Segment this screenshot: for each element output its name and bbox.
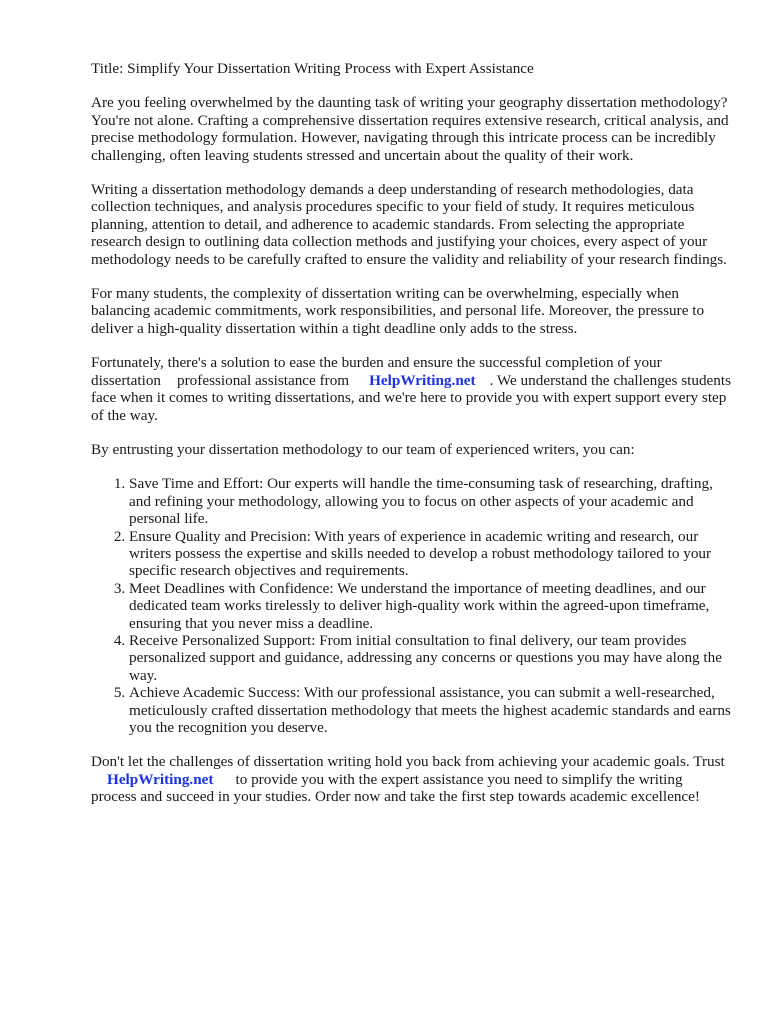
solution-text-end: . We understand the challenges students face when it comes to writing dissertations, and we're here to provide you with expert support every step of the way.: [91, 371, 732, 424]
solution-text-middle: professional assistance from: [177, 371, 350, 389]
list-item: 3. Meet Deadlines with Confidence: We understand the importance of meeting deadlines, and our dedicated team works tirelessly to deliver high-quality work within the agreed-upon timeframe, ensuring that you never miss a deadline.: [129, 580, 731, 632]
closing-text-start: Don't let the challenges of dissertation writing hold you back from achieving your academic goals. Trust: [91, 753, 725, 771]
document-body: [91, 60, 731, 823]
paragraph-closing: [91, 753, 731, 805]
paragraph-intro: Are you feeling overwhelmed by the daunting task of writing your geography dissertation methodology? You're not alone. Crafting a comprehensive dissertation requires extensive research, critical analysis, and precise methodology formulation. However, navigating through this intricate process can be incredibly challenging, often leaving students stressed and uncertain about the quality of their work.: [91, 94, 729, 164]
paragraph-solution: [91, 354, 731, 424]
paragraph-complexity: For many students, the complexity of dissertation writing can be overwhelming, especially when balancing academic commitments, work responsibilities, and personal life. Moreover, the pressure to deliver a high-quality dissertation within a tight deadline only adds to the stress.: [91, 285, 705, 337]
paragraph-entrusting: By entrusting your dissertation methodology to our team of experienced writers, you can:: [91, 440, 635, 458]
list-item: 1. Save Time and Effort: Our experts will handle the time-consuming task of researching, drafting, and refining your methodology, allowing you to focus on other aspects of your academic and personal life.: [129, 475, 731, 527]
benefits-list: [91, 475, 731, 736]
list-item: 4. Receive Personalized Support: From initial consultation to final delivery, our team provides personalized support and guidance, addressing any concerns or questions you may have along the way.: [129, 632, 731, 684]
list-item: 2. Ensure Quality and Precision: With years of experience in academic writing and research, our writers possess the expertise and skills needed to develop a robust methodology tailored to your specific research objectives and requirements.: [129, 528, 731, 580]
list-item: 5. Achieve Academic Success: With our professional assistance, you can submit a well-researched, meticulously crafted dissertation methodology that meets the highest academic standards and earns you the recognition you deserve.: [129, 684, 731, 736]
helpwriting-link-1[interactable]: HelpWriting.net: [369, 371, 476, 389]
solution-text-start: Fortunately, there's a solution to ease the burden and ensure the successful completion of your dissertation: [91, 354, 662, 389]
helpwriting-link-2[interactable]: HelpWriting.net: [107, 770, 214, 788]
document-title: Title: Simplify Your Dissertation Writing Process with Expert Assistance: [91, 60, 534, 77]
closing-text-end: to provide you with the expert assistance you need to simplify the writing process and succeed in your studies. Order now and take the first step towards academic excellence!: [91, 770, 700, 806]
paragraph-methodology-demands: Writing a dissertation methodology demands a deep understanding of research methodologies, data collection techniques, and analysis procedures specific to your field of study. It requires meticulous planning, attention to detail, and adherence to academic standards. From selecting the appropriate research design to outlining data collection methods and justifying your choices, every aspect of your methodology needs to be carefully crafted to ensure the validity and reliability of your research findings.: [91, 181, 727, 268]
